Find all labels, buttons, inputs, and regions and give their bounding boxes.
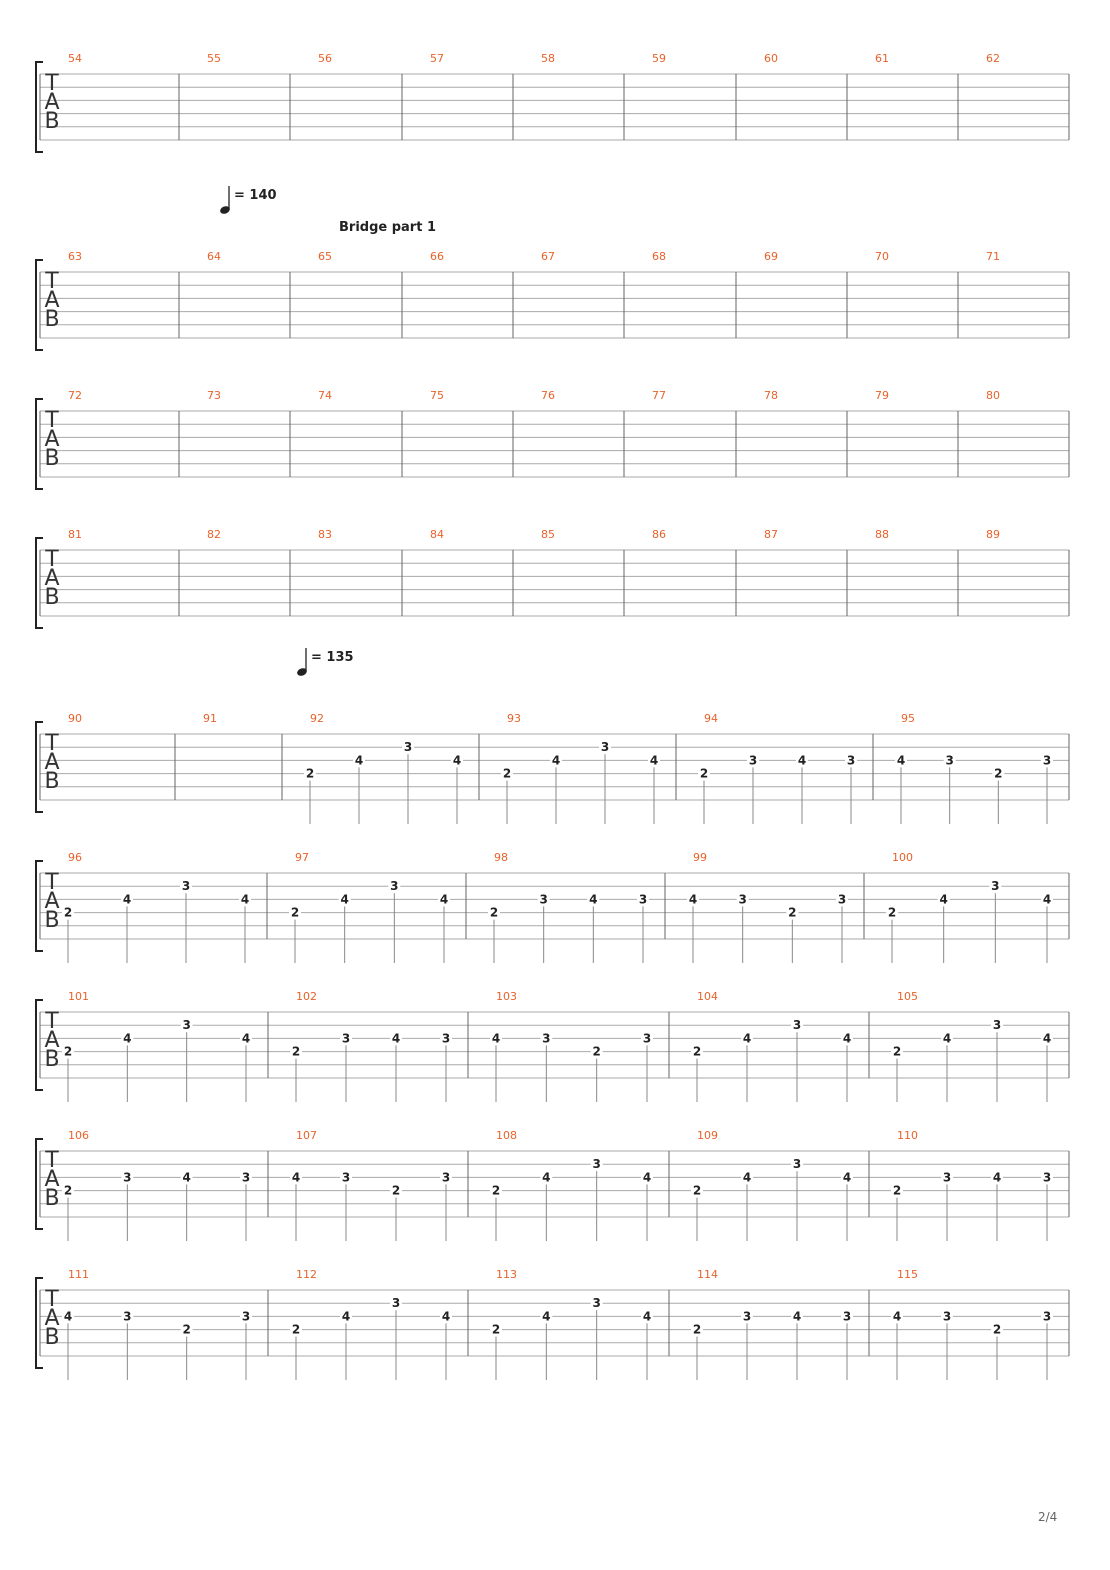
measure-number: 83 bbox=[318, 528, 332, 541]
fret-number: 4 bbox=[842, 1031, 852, 1046]
fret-number: 3 bbox=[738, 892, 747, 907]
fret-number: 2 bbox=[491, 1183, 501, 1198]
fret-number: 4 bbox=[542, 1309, 551, 1324]
fret-number: 3 bbox=[846, 753, 856, 768]
tab-clef-letter: B bbox=[44, 109, 60, 134]
fret-number: 4 bbox=[896, 753, 906, 768]
measure-number: 71 bbox=[986, 250, 1000, 263]
measure-number: 115 bbox=[897, 1268, 918, 1281]
fret-number: 2 bbox=[290, 905, 300, 920]
fret-number: 4 bbox=[123, 1031, 132, 1046]
fret-number: 4 bbox=[551, 753, 561, 768]
fret-number: 4 bbox=[939, 892, 948, 907]
measure-number: 100 bbox=[892, 851, 913, 864]
fret-number: 2 bbox=[692, 1044, 702, 1059]
tab-clef-letter: T bbox=[45, 1148, 59, 1173]
measure-number: 78 bbox=[764, 389, 778, 402]
fret-number: 3 bbox=[742, 1309, 752, 1324]
measure-number: 54 bbox=[68, 52, 82, 65]
tab-clef-letter: A bbox=[44, 1167, 60, 1192]
fret-number: 4 bbox=[589, 892, 598, 907]
measure-number: 73 bbox=[207, 389, 221, 402]
fret-number: 2 bbox=[391, 1183, 401, 1198]
fret-number: 3 bbox=[123, 1170, 132, 1185]
tempo-marking: = 140 bbox=[234, 188, 277, 203]
fret-number: 4 bbox=[892, 1309, 902, 1324]
section-label: Bridge part 1 bbox=[339, 220, 437, 235]
fret-number: 4 bbox=[391, 1031, 401, 1046]
fret-number: 3 bbox=[441, 1170, 451, 1185]
tab-clef-letter: A bbox=[44, 889, 60, 914]
fret-number: 3 bbox=[991, 879, 1000, 894]
tab-clef-letter: A bbox=[44, 566, 60, 591]
fret-number: 4 bbox=[797, 753, 807, 768]
fret-number: 4 bbox=[63, 1309, 73, 1324]
fret-number: 2 bbox=[692, 1183, 702, 1198]
tab-clef-letter: A bbox=[44, 90, 60, 115]
fret-number: 4 bbox=[992, 1170, 1002, 1185]
fret-number: 2 bbox=[788, 905, 797, 920]
fret-number: 3 bbox=[542, 1031, 551, 1046]
fret-number: 4 bbox=[439, 892, 449, 907]
measure-number: 102 bbox=[296, 990, 317, 1003]
fret-number: 4 bbox=[241, 1031, 251, 1046]
fret-number: 2 bbox=[592, 1044, 601, 1059]
fret-number: 3 bbox=[842, 1309, 852, 1324]
measure-number: 76 bbox=[541, 389, 555, 402]
fret-number: 3 bbox=[642, 1031, 652, 1046]
measure-number: 105 bbox=[897, 990, 918, 1003]
tab-clef-letter: A bbox=[44, 750, 60, 775]
fret-number: 2 bbox=[489, 905, 499, 920]
fret-number: 2 bbox=[892, 1183, 902, 1198]
fret-number: 3 bbox=[182, 1018, 191, 1033]
measure-number: 58 bbox=[541, 52, 555, 65]
measure-number: 68 bbox=[652, 250, 666, 263]
measure-number: 97 bbox=[295, 851, 309, 864]
fret-number: 3 bbox=[592, 1296, 601, 1311]
measure-number: 72 bbox=[68, 389, 82, 402]
measure-number: 104 bbox=[697, 990, 718, 1003]
fret-number: 3 bbox=[945, 753, 954, 768]
fret-number: 3 bbox=[1042, 1170, 1052, 1185]
fret-number: 2 bbox=[63, 1044, 73, 1059]
fret-number: 2 bbox=[699, 766, 709, 781]
measure-number: 66 bbox=[430, 250, 444, 263]
fret-number: 3 bbox=[1042, 753, 1052, 768]
fret-number: 4 bbox=[452, 753, 462, 768]
fret-number: 3 bbox=[1042, 1309, 1052, 1324]
measure-number: 87 bbox=[764, 528, 778, 541]
fret-number: 2 bbox=[63, 1183, 73, 1198]
measure-number: 67 bbox=[541, 250, 555, 263]
fret-number: 2 bbox=[502, 766, 512, 781]
fret-number: 2 bbox=[692, 1322, 702, 1337]
fret-number: 2 bbox=[887, 905, 897, 920]
fret-number: 4 bbox=[491, 1031, 501, 1046]
fret-number: 3 bbox=[181, 879, 191, 894]
measure-number: 94 bbox=[704, 712, 718, 725]
tab-clef-letter: B bbox=[44, 585, 60, 610]
measure-number: 107 bbox=[296, 1129, 317, 1142]
tab-clef-letter: B bbox=[44, 446, 60, 471]
measure-number: 60 bbox=[764, 52, 778, 65]
measure-number: 56 bbox=[318, 52, 332, 65]
fret-number: 4 bbox=[182, 1170, 191, 1185]
measure-number: 91 bbox=[203, 712, 217, 725]
measure-number: 64 bbox=[207, 250, 221, 263]
fret-number: 4 bbox=[642, 1170, 652, 1185]
fret-number: 4 bbox=[649, 753, 659, 768]
tab-clef-letter: A bbox=[44, 1306, 60, 1331]
measure-number: 114 bbox=[697, 1268, 718, 1281]
fret-number: 4 bbox=[240, 892, 250, 907]
tab-clef-letter: B bbox=[44, 1047, 60, 1072]
measure-number: 79 bbox=[875, 389, 889, 402]
fret-number: 4 bbox=[542, 1170, 551, 1185]
fret-number: 3 bbox=[391, 1296, 401, 1311]
fret-number: 2 bbox=[305, 766, 315, 781]
fret-number: 2 bbox=[892, 1044, 902, 1059]
measure-number: 109 bbox=[697, 1129, 718, 1142]
fret-number: 3 bbox=[341, 1170, 351, 1185]
measure-number: 112 bbox=[296, 1268, 317, 1281]
tab-clef-letter: T bbox=[45, 71, 59, 96]
fret-number: 4 bbox=[688, 892, 698, 907]
page-number: 2/4 bbox=[1038, 1510, 1058, 1524]
measure-number: 103 bbox=[496, 990, 517, 1003]
measure-number: 96 bbox=[68, 851, 82, 864]
measure-number: 89 bbox=[986, 528, 1000, 541]
tab-clef-letter: T bbox=[45, 269, 59, 294]
measure-number: 70 bbox=[875, 250, 889, 263]
measure-number: 81 bbox=[68, 528, 82, 541]
measure-number: 74 bbox=[318, 389, 332, 402]
measure-number: 84 bbox=[430, 528, 444, 541]
measure-number: 61 bbox=[875, 52, 889, 65]
measure-number: 82 bbox=[207, 528, 221, 541]
fret-number: 4 bbox=[441, 1309, 451, 1324]
fret-number: 3 bbox=[241, 1309, 251, 1324]
tab-clef-letter: T bbox=[45, 870, 59, 895]
fret-number: 4 bbox=[942, 1031, 952, 1046]
tempo-marking: = 135 bbox=[311, 650, 354, 665]
tab-clef-letter: A bbox=[44, 1028, 60, 1053]
measure-number: 98 bbox=[494, 851, 508, 864]
measure-number: 75 bbox=[430, 389, 444, 402]
tab-clef-letter: A bbox=[44, 427, 60, 452]
measure-number: 106 bbox=[68, 1129, 89, 1142]
tab-clef-letter: B bbox=[44, 307, 60, 332]
fret-number: 3 bbox=[403, 740, 413, 755]
tab-clef-letter: T bbox=[45, 547, 59, 572]
fret-number: 4 bbox=[122, 892, 132, 907]
measure-number: 65 bbox=[318, 250, 332, 263]
fret-number: 3 bbox=[123, 1309, 132, 1324]
measure-number: 99 bbox=[693, 851, 707, 864]
fret-number: 2 bbox=[994, 766, 1003, 781]
measure-number: 62 bbox=[986, 52, 1000, 65]
fret-number: 2 bbox=[63, 905, 73, 920]
measure-number: 88 bbox=[875, 528, 889, 541]
fret-number: 2 bbox=[182, 1322, 191, 1337]
fret-number: 3 bbox=[592, 1157, 601, 1172]
fret-number: 4 bbox=[1042, 1031, 1052, 1046]
fret-number: 2 bbox=[491, 1322, 501, 1337]
fret-number: 2 bbox=[291, 1322, 301, 1337]
fret-number: 3 bbox=[992, 1018, 1002, 1033]
fret-number: 3 bbox=[942, 1170, 952, 1185]
tab-clef-letter: B bbox=[44, 769, 60, 794]
fret-number: 3 bbox=[792, 1157, 802, 1172]
fret-number: 3 bbox=[341, 1031, 351, 1046]
fret-number: 4 bbox=[341, 1309, 351, 1324]
fret-number: 4 bbox=[354, 753, 364, 768]
measure-number: 92 bbox=[310, 712, 324, 725]
fret-number: 3 bbox=[792, 1018, 802, 1033]
fret-number: 4 bbox=[742, 1031, 752, 1046]
fret-number: 4 bbox=[642, 1309, 652, 1324]
measure-number: 93 bbox=[507, 712, 521, 725]
measure-number: 59 bbox=[652, 52, 666, 65]
fret-number: 3 bbox=[539, 892, 548, 907]
fret-number: 3 bbox=[638, 892, 648, 907]
fret-number: 3 bbox=[600, 740, 610, 755]
fret-number: 4 bbox=[792, 1309, 802, 1324]
measure-number: 101 bbox=[68, 990, 89, 1003]
measure-number: 95 bbox=[901, 712, 915, 725]
tab-clef-letter: B bbox=[44, 1186, 60, 1211]
fret-number: 3 bbox=[942, 1309, 952, 1324]
tab-clef-letter: B bbox=[44, 1325, 60, 1350]
tab-clef-letter: B bbox=[44, 908, 60, 933]
measure-number: 90 bbox=[68, 712, 82, 725]
tab-clef-letter: T bbox=[45, 731, 59, 756]
measure-number: 63 bbox=[68, 250, 82, 263]
measure-number: 86 bbox=[652, 528, 666, 541]
fret-number: 3 bbox=[748, 753, 758, 768]
fret-number: 4 bbox=[742, 1170, 752, 1185]
fret-number: 2 bbox=[291, 1044, 301, 1059]
measure-number: 77 bbox=[652, 389, 666, 402]
measure-number: 113 bbox=[496, 1268, 517, 1281]
measure-number: 110 bbox=[897, 1129, 918, 1142]
fret-number: 3 bbox=[441, 1031, 451, 1046]
fret-number: 4 bbox=[842, 1170, 852, 1185]
tab-clef-letter: T bbox=[45, 408, 59, 433]
measure-number: 80 bbox=[986, 389, 1000, 402]
measure-number: 108 bbox=[496, 1129, 517, 1142]
tab-clef-letter: T bbox=[45, 1009, 59, 1034]
tab-clef-letter: A bbox=[44, 288, 60, 313]
fret-number: 4 bbox=[340, 892, 349, 907]
fret-number: 4 bbox=[291, 1170, 301, 1185]
measure-number: 69 bbox=[764, 250, 778, 263]
fret-number: 2 bbox=[992, 1322, 1002, 1337]
measure-number: 111 bbox=[68, 1268, 89, 1281]
fret-number: 3 bbox=[390, 879, 399, 894]
fret-number: 3 bbox=[837, 892, 847, 907]
fret-number: 4 bbox=[1042, 892, 1052, 907]
fret-number: 3 bbox=[241, 1170, 251, 1185]
measure-number: 55 bbox=[207, 52, 221, 65]
tab-clef-letter: T bbox=[45, 1287, 59, 1312]
measure-number: 85 bbox=[541, 528, 555, 541]
measure-number: 57 bbox=[430, 52, 444, 65]
